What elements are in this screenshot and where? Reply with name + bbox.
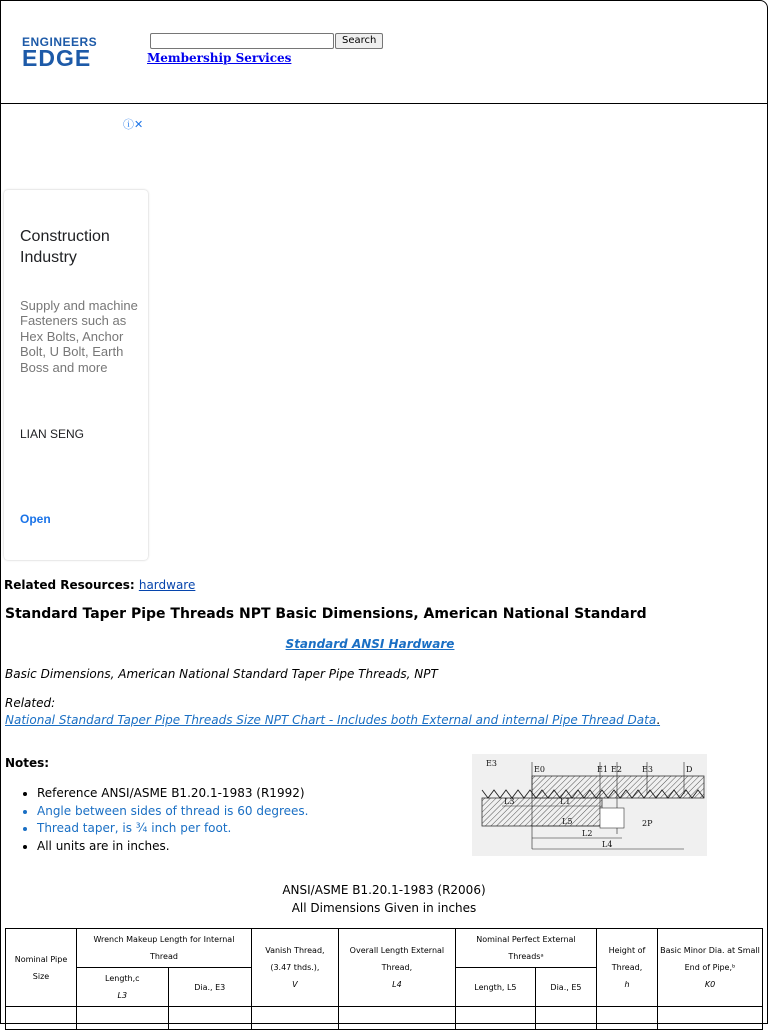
related-label: Related:	[5, 696, 56, 710]
standard-ansi-hardware-link[interactable]	[0, 637, 740, 651]
note-item: • Reference ANSI/ASME B1.20.1-1983 (R1992)	[37, 785, 308, 803]
diagram-label: E3	[642, 765, 653, 774]
advertisement[interactable]	[4, 190, 148, 560]
header-nominal: Nominal Pipe Size	[6, 929, 77, 1007]
site-header	[0, 0, 768, 104]
diagram-label: L3	[504, 797, 515, 806]
minor-label: Basic Minor Dia. at Small End of Pipe,ᵇ	[660, 946, 760, 972]
note-item: • Thread taper, is ¾ inch per foot.	[37, 820, 308, 838]
note-item: • All units are in inches.	[37, 838, 308, 856]
ad-title[interactable]: Construction Industry	[20, 228, 110, 266]
ad-close-icon[interactable]: ✕	[134, 118, 144, 131]
diagram-label: E0	[534, 765, 545, 774]
related-resources	[4, 578, 195, 592]
header-dia-e3: Dia., E3	[168, 968, 251, 1007]
note-item: • Angle between sides of thread is 60 degrees.	[37, 803, 308, 821]
basic-dimensions-text: Basic Dimensions, American National Standard Taper Pipe Threads, NPT	[5, 667, 438, 681]
vanish-label: Vanish Thread, (3.47 thds.),	[265, 946, 325, 972]
header-wrench: Wrench Makeup Length for Internal Thread	[77, 929, 252, 968]
length-c-symbol: L3	[117, 991, 128, 1000]
diagram-label: L4	[602, 840, 613, 849]
ad-info-icon[interactable]: ⓘ	[123, 118, 134, 131]
height-symbol: h	[624, 980, 630, 989]
header-length-c	[77, 968, 169, 1007]
npt-dimensions-table	[5, 928, 763, 1030]
header-length-l5: Length, L5	[455, 968, 535, 1007]
logo-line1: ENGINEERS	[22, 35, 98, 49]
membership-services-link[interactable]: Membership Services	[147, 51, 292, 65]
pipe-thread-diagram	[472, 754, 707, 856]
hardware-link[interactable]: hardware	[138, 578, 196, 592]
height-label: Height of Thread,	[608, 946, 646, 972]
engineers-edge-logo[interactable]	[22, 35, 128, 71]
diagram-label: L2	[582, 829, 593, 838]
npt-chart-link-text[interactable]: National Standard Taper Pipe Threads Size NPT Chart - Includes both External and internal Pipe Thread Data	[5, 713, 657, 727]
search-input[interactable]	[150, 33, 334, 49]
diagram-label: E1	[597, 765, 608, 774]
table-row	[6, 1007, 763, 1030]
header-overall	[338, 929, 455, 1007]
ad-text: Supply and machine Fasteners such as Hex Bolts, Anchor Bolt, U Bolt, Earth Boss and more	[20, 298, 138, 375]
overall-label: Overall Length External Thread,	[349, 946, 445, 972]
ad-open-button[interactable]: Open	[20, 512, 51, 526]
related-resources-label: Related Resources:	[4, 578, 135, 592]
diagram-label: E2	[611, 765, 622, 774]
diagram-label: L1	[560, 797, 571, 806]
search-button[interactable]: Search	[335, 33, 383, 49]
vanish-symbol: V	[292, 980, 298, 989]
ad-brand: LIAN SENG	[20, 427, 85, 441]
period: .	[656, 713, 661, 727]
header-dia-e5: Dia., E5	[535, 968, 596, 1007]
diagram-label: E3	[486, 759, 497, 768]
ansi-link-text[interactable]: Standard ANSI Hardware	[285, 637, 455, 651]
diagram-label: D	[686, 765, 693, 774]
npt-chart-link[interactable]	[5, 713, 660, 727]
caption-line1: ANSI/ASME B1.20.1-1983 (R2006)	[282, 883, 486, 897]
header-minor	[658, 929, 763, 1007]
page-title: Standard Taper Pipe Threads NPT Basic Dimensions, American National Standard	[5, 606, 647, 622]
header-vanish	[251, 929, 338, 1007]
diagram-label: L5	[562, 817, 573, 826]
header-height	[597, 929, 658, 1007]
notes-list	[23, 785, 308, 855]
table-caption	[0, 881, 768, 917]
external-pipe-body	[482, 798, 602, 826]
header-perfect: Nominal Perfect External Threadsᵃ	[455, 929, 596, 968]
logo-line2: EDGE	[22, 45, 92, 71]
minor-symbol: K0	[704, 980, 716, 989]
ad-choices[interactable]	[123, 116, 143, 132]
caption-line2: All Dimensions Given in inches	[291, 901, 477, 915]
diagram-label: 2P	[642, 819, 653, 828]
notes-label: Notes:	[5, 756, 50, 770]
length-c-label: Length,c	[105, 974, 140, 983]
overall-symbol: L4	[392, 980, 402, 989]
